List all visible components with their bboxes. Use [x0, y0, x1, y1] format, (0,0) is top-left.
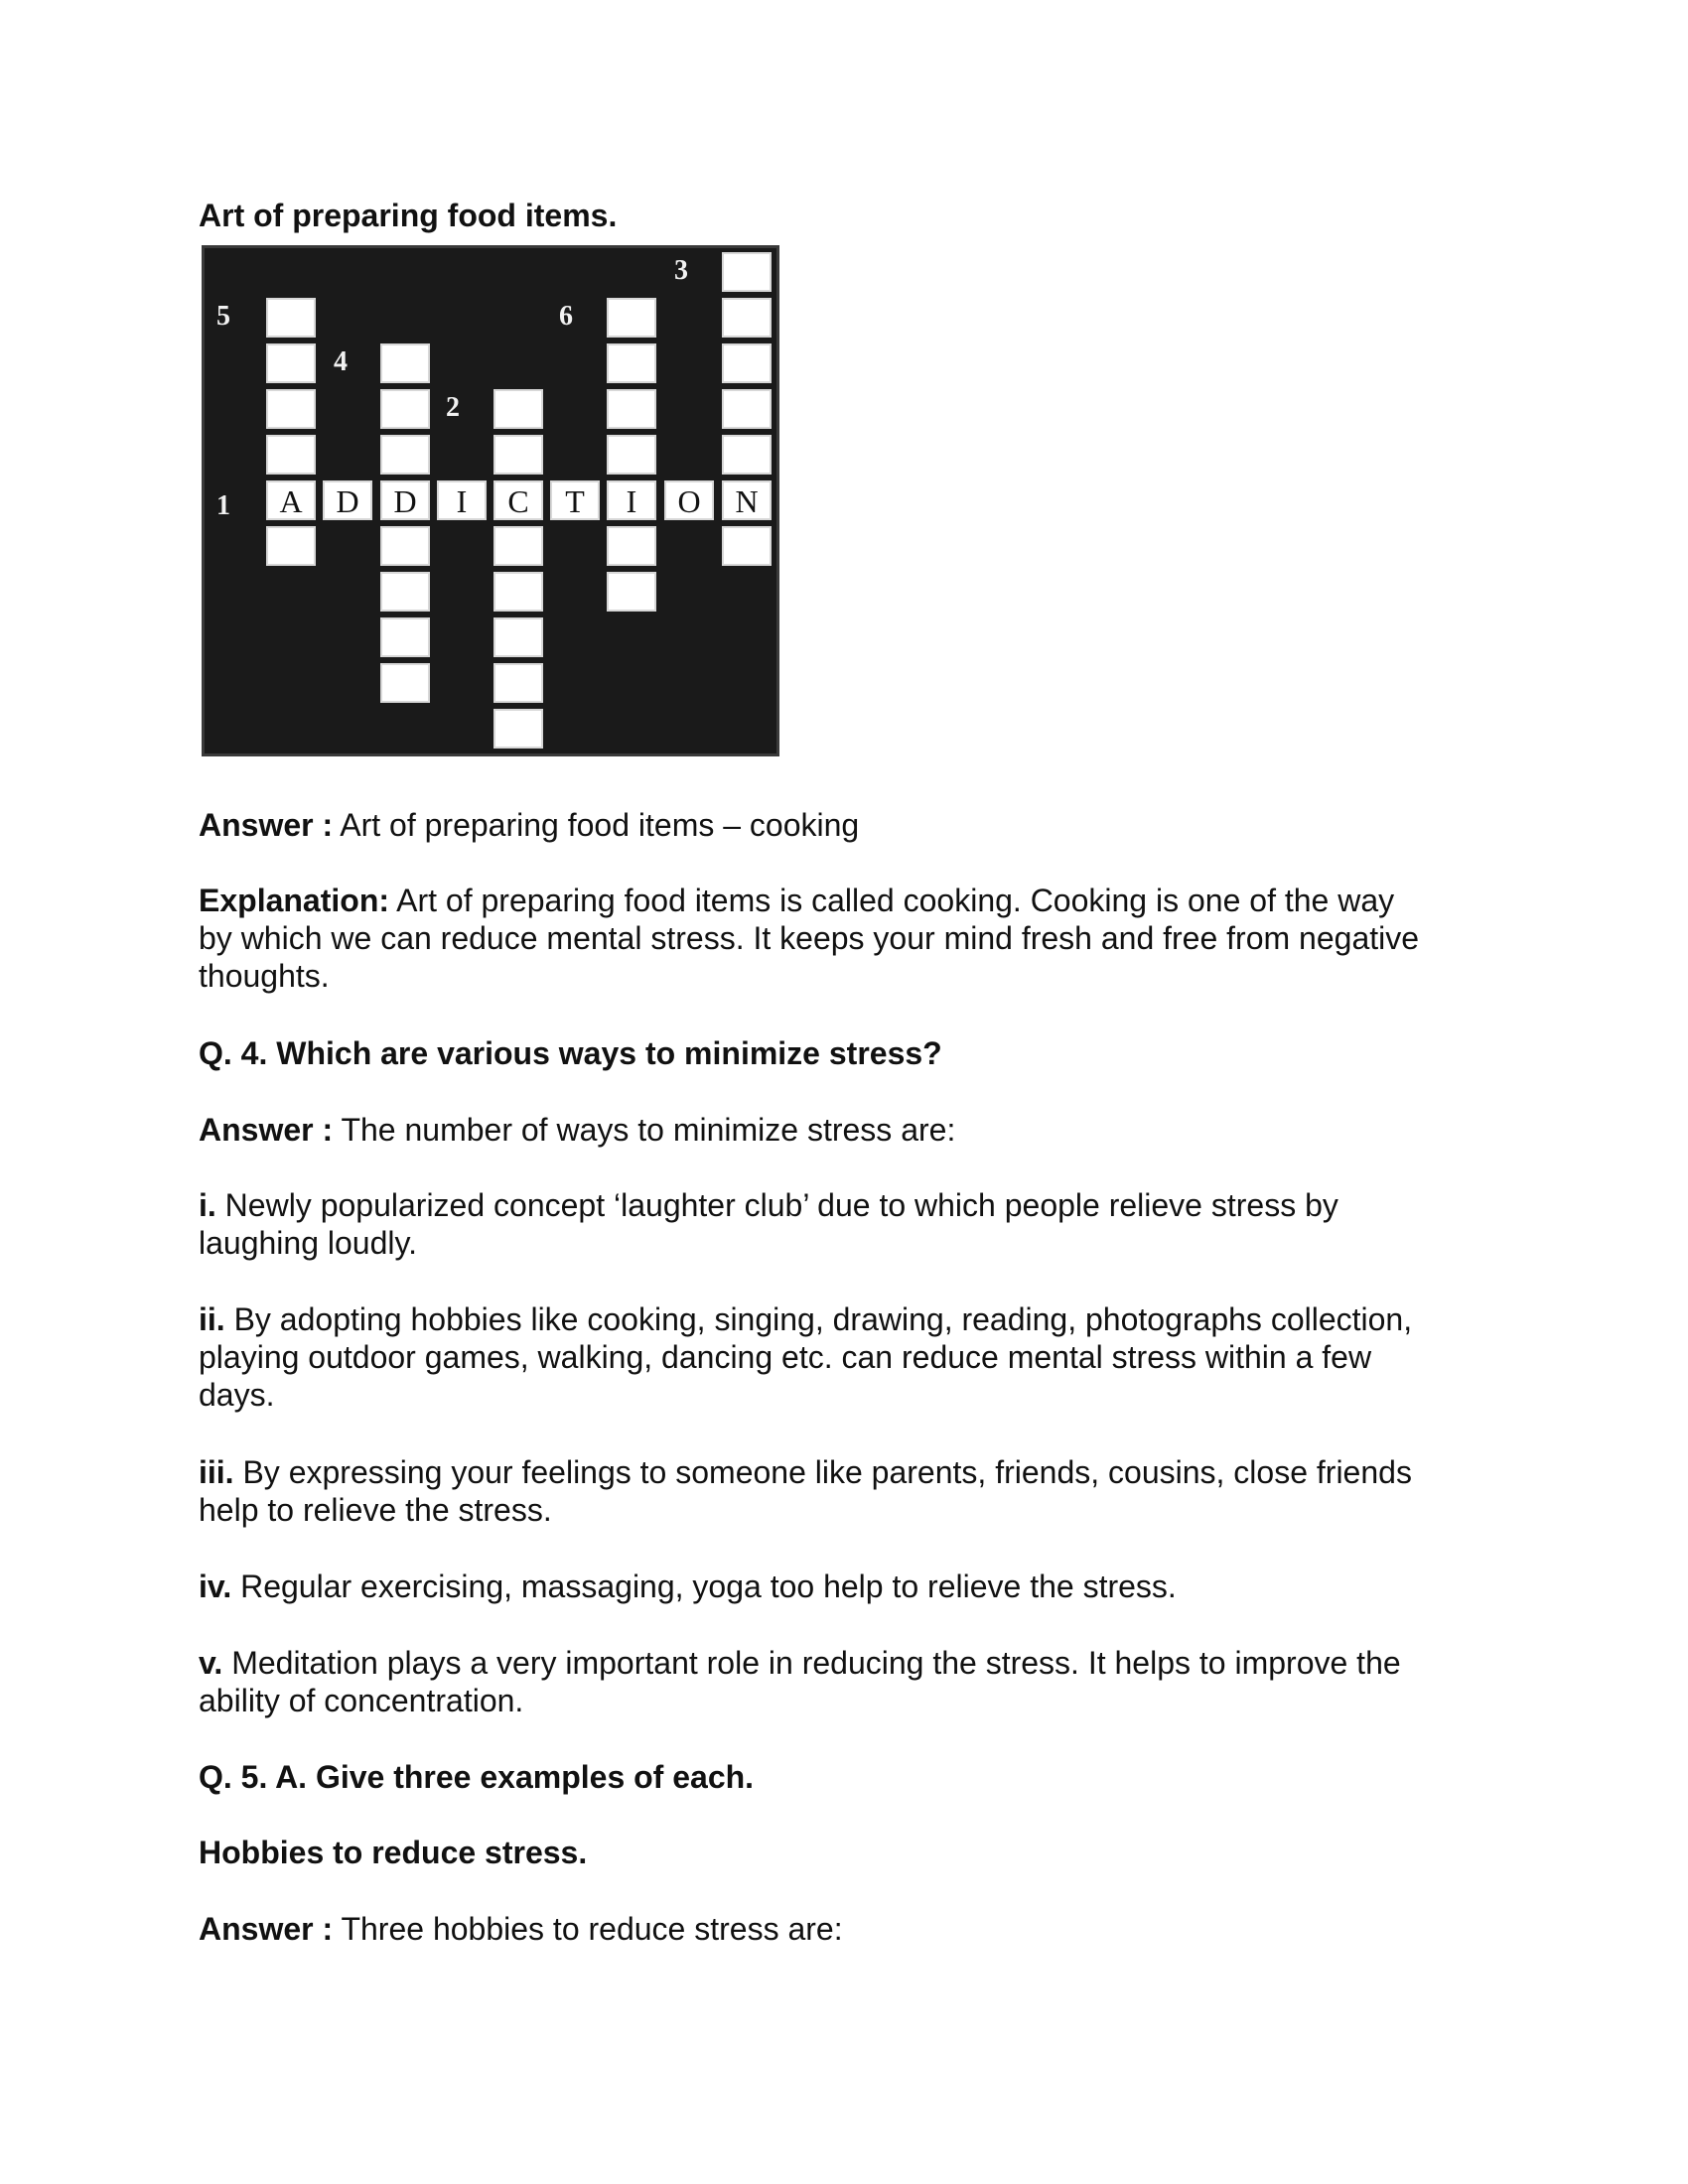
crossword-cell [722, 343, 772, 383]
crossword-cell [493, 435, 543, 475]
point-i [199, 1186, 1489, 1262]
explanation-line: thoughts. [199, 958, 330, 994]
crossword-cell [722, 435, 772, 475]
point-line: laughing loudly. [199, 1225, 418, 1261]
point-line: help to relieve the stress. [199, 1492, 552, 1528]
crossword-cell [722, 252, 772, 292]
crossword-letter-cell: A [266, 480, 316, 520]
crossword-letter-cell: N [722, 480, 772, 520]
crossword-cell [266, 526, 316, 566]
crossword-cell [493, 526, 543, 566]
point-line: playing outdoor games, walking, dancing etc. can reduce mental stress within a few [199, 1339, 1372, 1375]
crossword-letter-cell: T [550, 480, 600, 520]
point-line: Meditation plays a very important role in reducing the stress. It helps to improve the [222, 1645, 1401, 1681]
clue-number-6: 6 [559, 301, 573, 332]
crossword-letter-cell: C [493, 480, 543, 520]
point-ii [199, 1300, 1489, 1414]
point-line: ability of concentration. [199, 1683, 524, 1718]
crossword-cell [722, 298, 772, 338]
crossword-cell [380, 343, 430, 383]
point-line: Regular exercising, massaging, yoga too help to relieve the stress. [231, 1569, 1177, 1604]
clue-number-2: 2 [446, 392, 460, 423]
answer-4 [199, 1111, 1489, 1149]
point-line: days. [199, 1377, 275, 1413]
crossword-cell [607, 526, 656, 566]
crossword-cell [380, 663, 430, 703]
answer-5 [199, 1910, 1489, 1948]
point-label: ii. [199, 1301, 225, 1337]
crossword-grid [202, 245, 779, 756]
point-label: v. [199, 1645, 223, 1681]
crossword-cell [493, 389, 543, 429]
question-5: Q. 5. A. Give three examples of each. [199, 1759, 755, 1795]
crossword-cell [722, 526, 772, 566]
answer-label: Answer : [199, 807, 334, 843]
point-iii [199, 1453, 1489, 1529]
explanation-paragraph [199, 882, 1489, 995]
clue-number-4: 4 [334, 346, 348, 377]
explanation-label: Explanation: [199, 883, 390, 918]
crossword-cell [266, 298, 316, 338]
crossword-cell [493, 709, 543, 749]
answer-text: Art of preparing food items – cooking [333, 807, 860, 843]
crossword-cell [493, 572, 543, 612]
crossword-letter-cell: I [607, 480, 656, 520]
point-v [199, 1644, 1489, 1719]
crossword-cell [380, 526, 430, 566]
point-line: By adopting hobbies like cooking, singing, drawing, reading, photographs collection, [224, 1301, 1413, 1337]
crossword-cell [607, 298, 656, 338]
crossword-cell [380, 389, 430, 429]
crossword-cell [380, 435, 430, 475]
clue-number-3: 3 [674, 255, 688, 286]
point-label: iii. [199, 1454, 234, 1490]
clue-number-5: 5 [216, 301, 230, 332]
crossword-cell [607, 343, 656, 383]
clue-number-1: 1 [216, 490, 230, 521]
crossword-letter-cell: D [323, 480, 372, 520]
crossword-cell [266, 435, 316, 475]
point-label: iv. [199, 1569, 232, 1604]
crossword-cell [380, 617, 430, 657]
crossword-cell [266, 389, 316, 429]
crossword-cell [493, 663, 543, 703]
crossword-cell [607, 435, 656, 475]
crossword-letter-cell: D [380, 480, 430, 520]
explanation-line: by which we can reduce mental stress. It keeps your mind fresh and free from negative [199, 920, 1420, 956]
crossword-cell [722, 389, 772, 429]
answer-cooking [199, 806, 1489, 844]
point-label: i. [199, 1187, 216, 1223]
point-line: By expressing your feelings to someone like parents, friends, cousins, close friends [233, 1454, 1412, 1490]
crossword-cell [493, 617, 543, 657]
crossword-letter-cell: I [437, 480, 487, 520]
crossword-cell [607, 389, 656, 429]
crossword-cell [380, 572, 430, 612]
answer-text: The number of ways to minimize stress are: [333, 1112, 956, 1148]
question-4: Q. 4. Which are various ways to minimize stress? [199, 1035, 942, 1071]
hobbies-heading: Hobbies to reduce stress. [199, 1835, 588, 1870]
answer-label: Answer : [199, 1112, 334, 1148]
explanation-line: Art of preparing food items is called cooking. Cooking is one of the way [389, 883, 1395, 918]
point-iv [199, 1568, 1489, 1605]
answer-label: Answer : [199, 1911, 334, 1947]
question-heading: Art of preparing food items. [199, 198, 618, 233]
answer-text: Three hobbies to reduce stress are: [333, 1911, 843, 1947]
crossword-cell [266, 343, 316, 383]
crossword-cell [607, 572, 656, 612]
point-line: Newly popularized concept ‘laughter club’ due to which people relieve stress by [215, 1187, 1338, 1223]
crossword-letter-cell: O [664, 480, 714, 520]
